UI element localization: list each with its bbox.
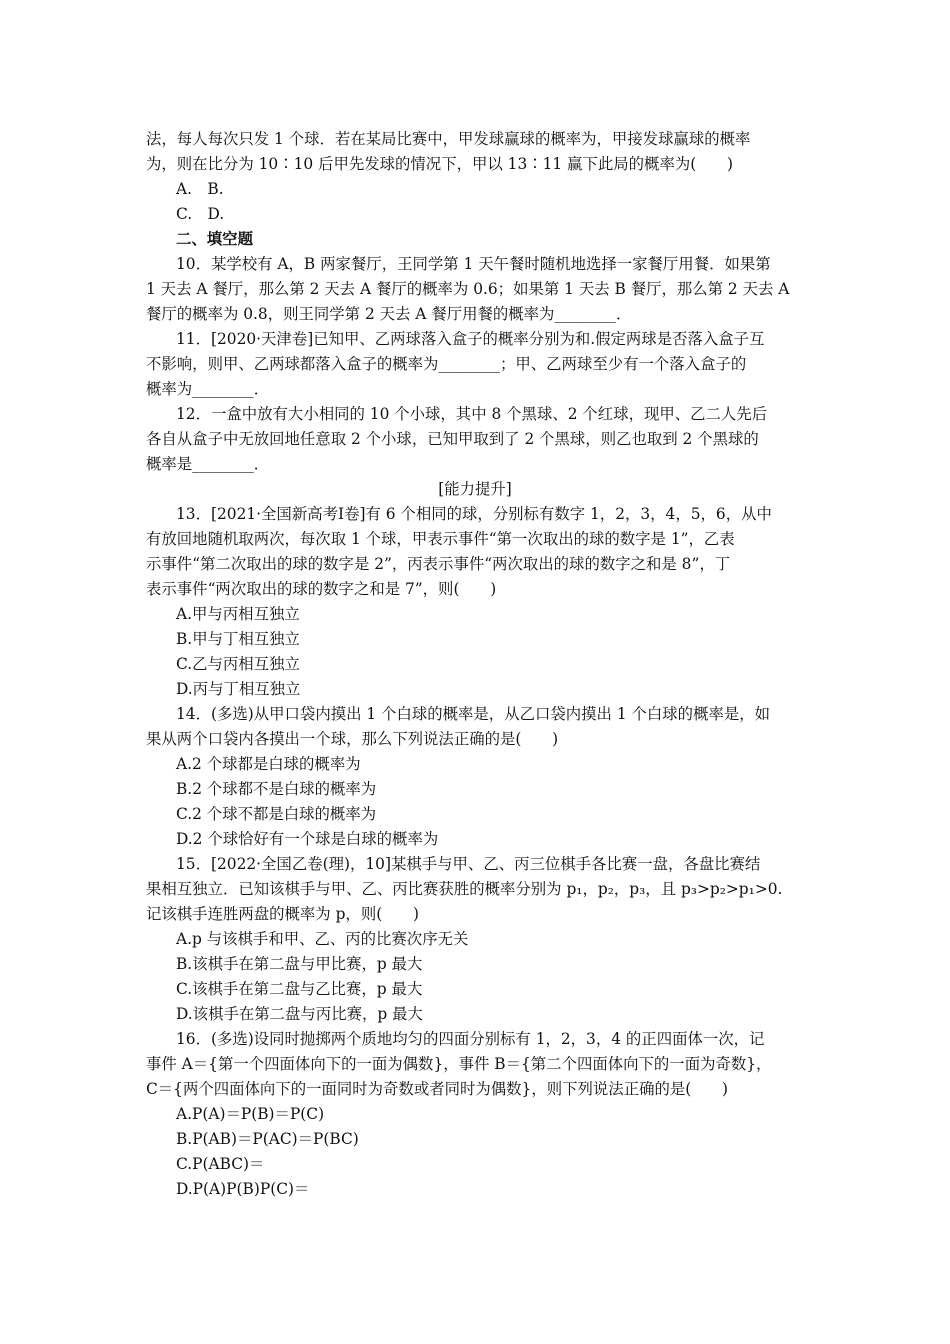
text-line: 概率为________． bbox=[146, 380, 270, 398]
text-line: 为，则在比分为 10∶10 后甲先发球的情况下，甲以 13∶11 赢下此局的概率为( ) bbox=[146, 155, 734, 173]
question-16: 16．(多选)设同时抛掷两个质地均匀的四面分别标有 1，2，3，4 的正四面体一次，记 bbox=[176, 1030, 765, 1048]
option-line: C.2 个球不都是白球的概率为 bbox=[176, 805, 377, 823]
text-line: 餐厅的概率为 0.8，则王同学第 2 天去 A 餐厅用餐的概率为________． bbox=[146, 305, 632, 323]
question-15: 15．[2022·全国乙卷(理)，10]某棋手与甲、乙、丙三位棋手各比赛一盘，各盘比赛结 bbox=[176, 855, 761, 873]
option-line: D.丙与丁相互独立 bbox=[176, 680, 301, 698]
text-line: 各自从盒子中无放回地任意取 2 个小球，已知甲取到了 2 个黑球，则乙也取到 2 个黑球的 bbox=[146, 430, 759, 448]
option-line: A.甲与丙相互独立 bbox=[176, 605, 300, 623]
option-line: B.2 个球都不是白球的概率为 bbox=[176, 780, 377, 798]
text-line: 果相互独立．已知该棋手与甲、乙、丙比赛获胜的概率分别为 p₁，p₂，p₃，且 p₃>p₂>p₁>0. bbox=[146, 880, 783, 898]
text-line: 记该棋手连胜两盘的概率为 p，则( ) bbox=[146, 905, 420, 923]
question-14: 14．(多选)从甲口袋内摸出 1 个白球的概率是，从乙口袋内摸出 1 个白球的概率是，如 bbox=[176, 705, 771, 723]
text-line: 事件 A＝{第一个四面体向下的一面为偶数}，事件 B＝{第二个四面体向下的一面为奇数}， bbox=[146, 1055, 772, 1073]
text-line: 概率是________． bbox=[146, 455, 270, 473]
question-10: 10．某学校有 A，B 两家餐厅，王同学第 1 天午餐时随机地选择一家餐厅用餐．如果第 bbox=[176, 255, 771, 273]
option-line: B.该棋手在第二盘与甲比赛，p 最大 bbox=[176, 955, 423, 973]
option-line: A.p 与该棋手和甲、乙、丙的比赛次序无关 bbox=[176, 930, 469, 948]
option-line: C.该棋手在第二盘与乙比赛，p 最大 bbox=[176, 980, 423, 998]
text-line: 法，每人每次只发 1 个球．若在某局比赛中，甲发球赢球的概率为，甲接发球赢球的概率 bbox=[146, 130, 751, 148]
text-line: 1 天去 A 餐厅，那么第 2 天去 A 餐厅的概率为 0.6；如果第 1 天去 B 餐厅，那么第 2 天去 A bbox=[146, 280, 790, 298]
option-line: C.乙与丙相互独立 bbox=[176, 655, 300, 673]
text-line: 有放回地随机取两次，每次取 1 个球，甲表示事件“第一次取出的球的数字是 1”，乙表 bbox=[146, 530, 735, 548]
option-line: A.P(A)＝P(B)＝P(C) bbox=[176, 1105, 325, 1123]
section-heading: [能力提升] bbox=[438, 480, 512, 498]
text-line: 示事件“第二次取出的球的数字是 2”，丙表示事件“两次取出的球的数字之和是 8”，丁 bbox=[146, 555, 731, 573]
question-13: 13．[2021·全国新高考Ⅰ卷]有 6 个相同的球，分别标有数字 1，2，3，4，5，6，从中 bbox=[176, 505, 772, 523]
option-line: C. D. bbox=[176, 205, 225, 223]
option-line: A.2 个球都是白球的概率为 bbox=[176, 755, 361, 773]
option-line: D.该棋手在第二盘与丙比赛，p 最大 bbox=[176, 1005, 423, 1023]
text-line: 表示事件“两次取出的球的数字之和是 7”，则( ) bbox=[146, 580, 497, 598]
option-line: B.P(AB)＝P(AC)＝P(BC) bbox=[176, 1130, 359, 1148]
section-heading: 二、填空题 bbox=[176, 230, 253, 248]
question-11: 11．[2020·天津卷]已知甲、乙两球落入盒子的概率分别为和.假定两球是否落入盒子互 bbox=[176, 330, 765, 348]
option-line: D.P(A)P(B)P(C)＝ bbox=[176, 1180, 310, 1198]
option-line: A. B. bbox=[176, 180, 224, 198]
option-line: C.P(ABC)＝ bbox=[176, 1155, 265, 1173]
text-line: 果从两个口袋内各摸出一个球，那么下列说法正确的是( ) bbox=[146, 730, 559, 748]
text-line: C＝{两个四面体向下的一面同时为奇数或者同时为偶数}，则下列说法正确的是( ) bbox=[146, 1080, 729, 1098]
question-12: 12．一盒中放有大小相同的 10 个小球，其中 8 个黑球、2 个红球，现甲、乙二人先后 bbox=[176, 405, 768, 423]
text-line: 不影响，则甲、乙两球都落入盒子的概率为________；甲、乙两球至少有一个落入盒子的 bbox=[146, 355, 747, 373]
option-line: B.甲与丁相互独立 bbox=[176, 630, 300, 648]
option-line: D.2 个球恰好有一个球是白球的概率为 bbox=[176, 830, 439, 848]
